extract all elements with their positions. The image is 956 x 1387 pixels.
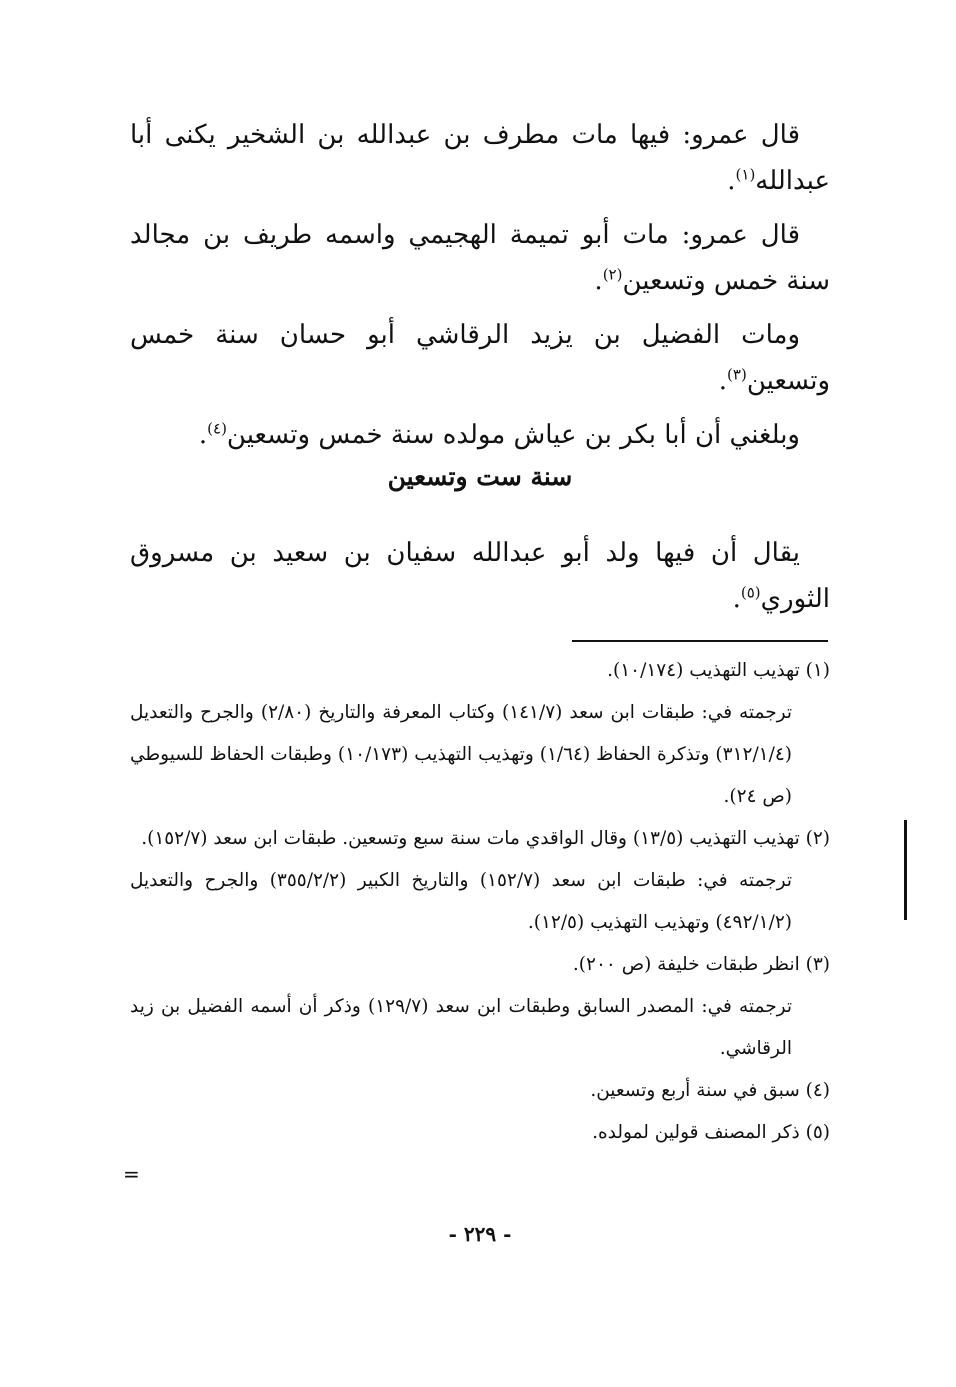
section-2-text — [130, 530, 830, 630]
paragraph-4: وبلغني أن أبا بكر بن عياش مولده سنة خمس وتسعين$^{(٤)}$. — [198, 419, 800, 450]
paragraph-2: قال عمرو: مات أبو تميمة الهجيمي واسمه طريف بن مجالد سنة خمس وتسعين$^{(٢)}$. — [130, 220, 830, 296]
footnotes — [130, 650, 830, 1154]
footnote-ref-4: (٤) — [207, 419, 227, 438]
footnote-4: (٤) سبق في سنة أربع وتسعين. — [590, 1080, 830, 1101]
paragraph-5: يقال أن فيها ولد أبو عبدالله سفيان بن سعيد بن مسروق الثوري$^{(٥)}$. — [130, 538, 830, 614]
section-heading: سنة ست وتسعين — [387, 462, 573, 491]
footnote-separator — [572, 640, 828, 642]
page-number: - ٢٢٩ - — [448, 1222, 512, 1246]
footnote-ref-1: (١) — [735, 165, 756, 184]
footnote-ref-2: (٢) — [602, 265, 623, 284]
footnote-1: (١) تهذيب التهذيب (١٠/١٧٤). — [607, 660, 830, 681]
main-text-block — [130, 112, 830, 466]
footnote-3: (٣) انظر طبقات خليفة (ص ٢٠٠). — [572, 954, 830, 975]
footnote-1-bio: ترجمته في: طبقات ابن سعد (١٤١/٧) وكتاب المعرفة والتاريخ (٢/٨٠) والجرح والتعديل (٣١٢/١/٤) وتذكرة الحفاظ (١/٦٤) وتهذيب التهذيب (١٠/١٧٣) وطبقات الحفاظ للسيوطي (ص ٢٤). — [130, 702, 793, 807]
footnote-ref-5: (٥) — [740, 583, 761, 602]
continuation-mark: = — [123, 1162, 140, 1186]
paragraph-1: قال عمرو: فيها مات مطرف بن عبدالله بن الشخير يكنى أبا عبدالله$^{(١)}$. — [130, 120, 830, 196]
footnote-5: (٥) ذكر المصنف قولين لمولده. — [592, 1122, 830, 1143]
paragraph-3: ومات الفضيل بن يزيد الرقاشي أبو حسان سنة خمس وتسعين$^{(٣)}$. — [130, 320, 830, 396]
footnote-ref-3: (٣) — [727, 365, 747, 384]
footnote-2-bio: ترجمته في: طبقات ابن سعد (١٥٢/٧) والتاريخ الكبير (٣٥٥/٢/٢) والجرح والتعديل (٤٩٢/١/٢) وتهذيب التهذيب (١٢/٥). — [130, 870, 792, 933]
footnote-3-bio: ترجمته في: المصدر السابق وطبقات ابن سعد (١٢٩/٧) وذكر أن أسمه الفضيل بن زيد الرقاشي. — [130, 996, 792, 1059]
footnote-2: (٢) تهذيب التهذيب (١٣/٥) وقال الواقدي مات سنة سبع وتسعين. طبقات ابن سعد (١٥٢/٧). — [141, 828, 830, 849]
margin-bar — [904, 820, 907, 920]
